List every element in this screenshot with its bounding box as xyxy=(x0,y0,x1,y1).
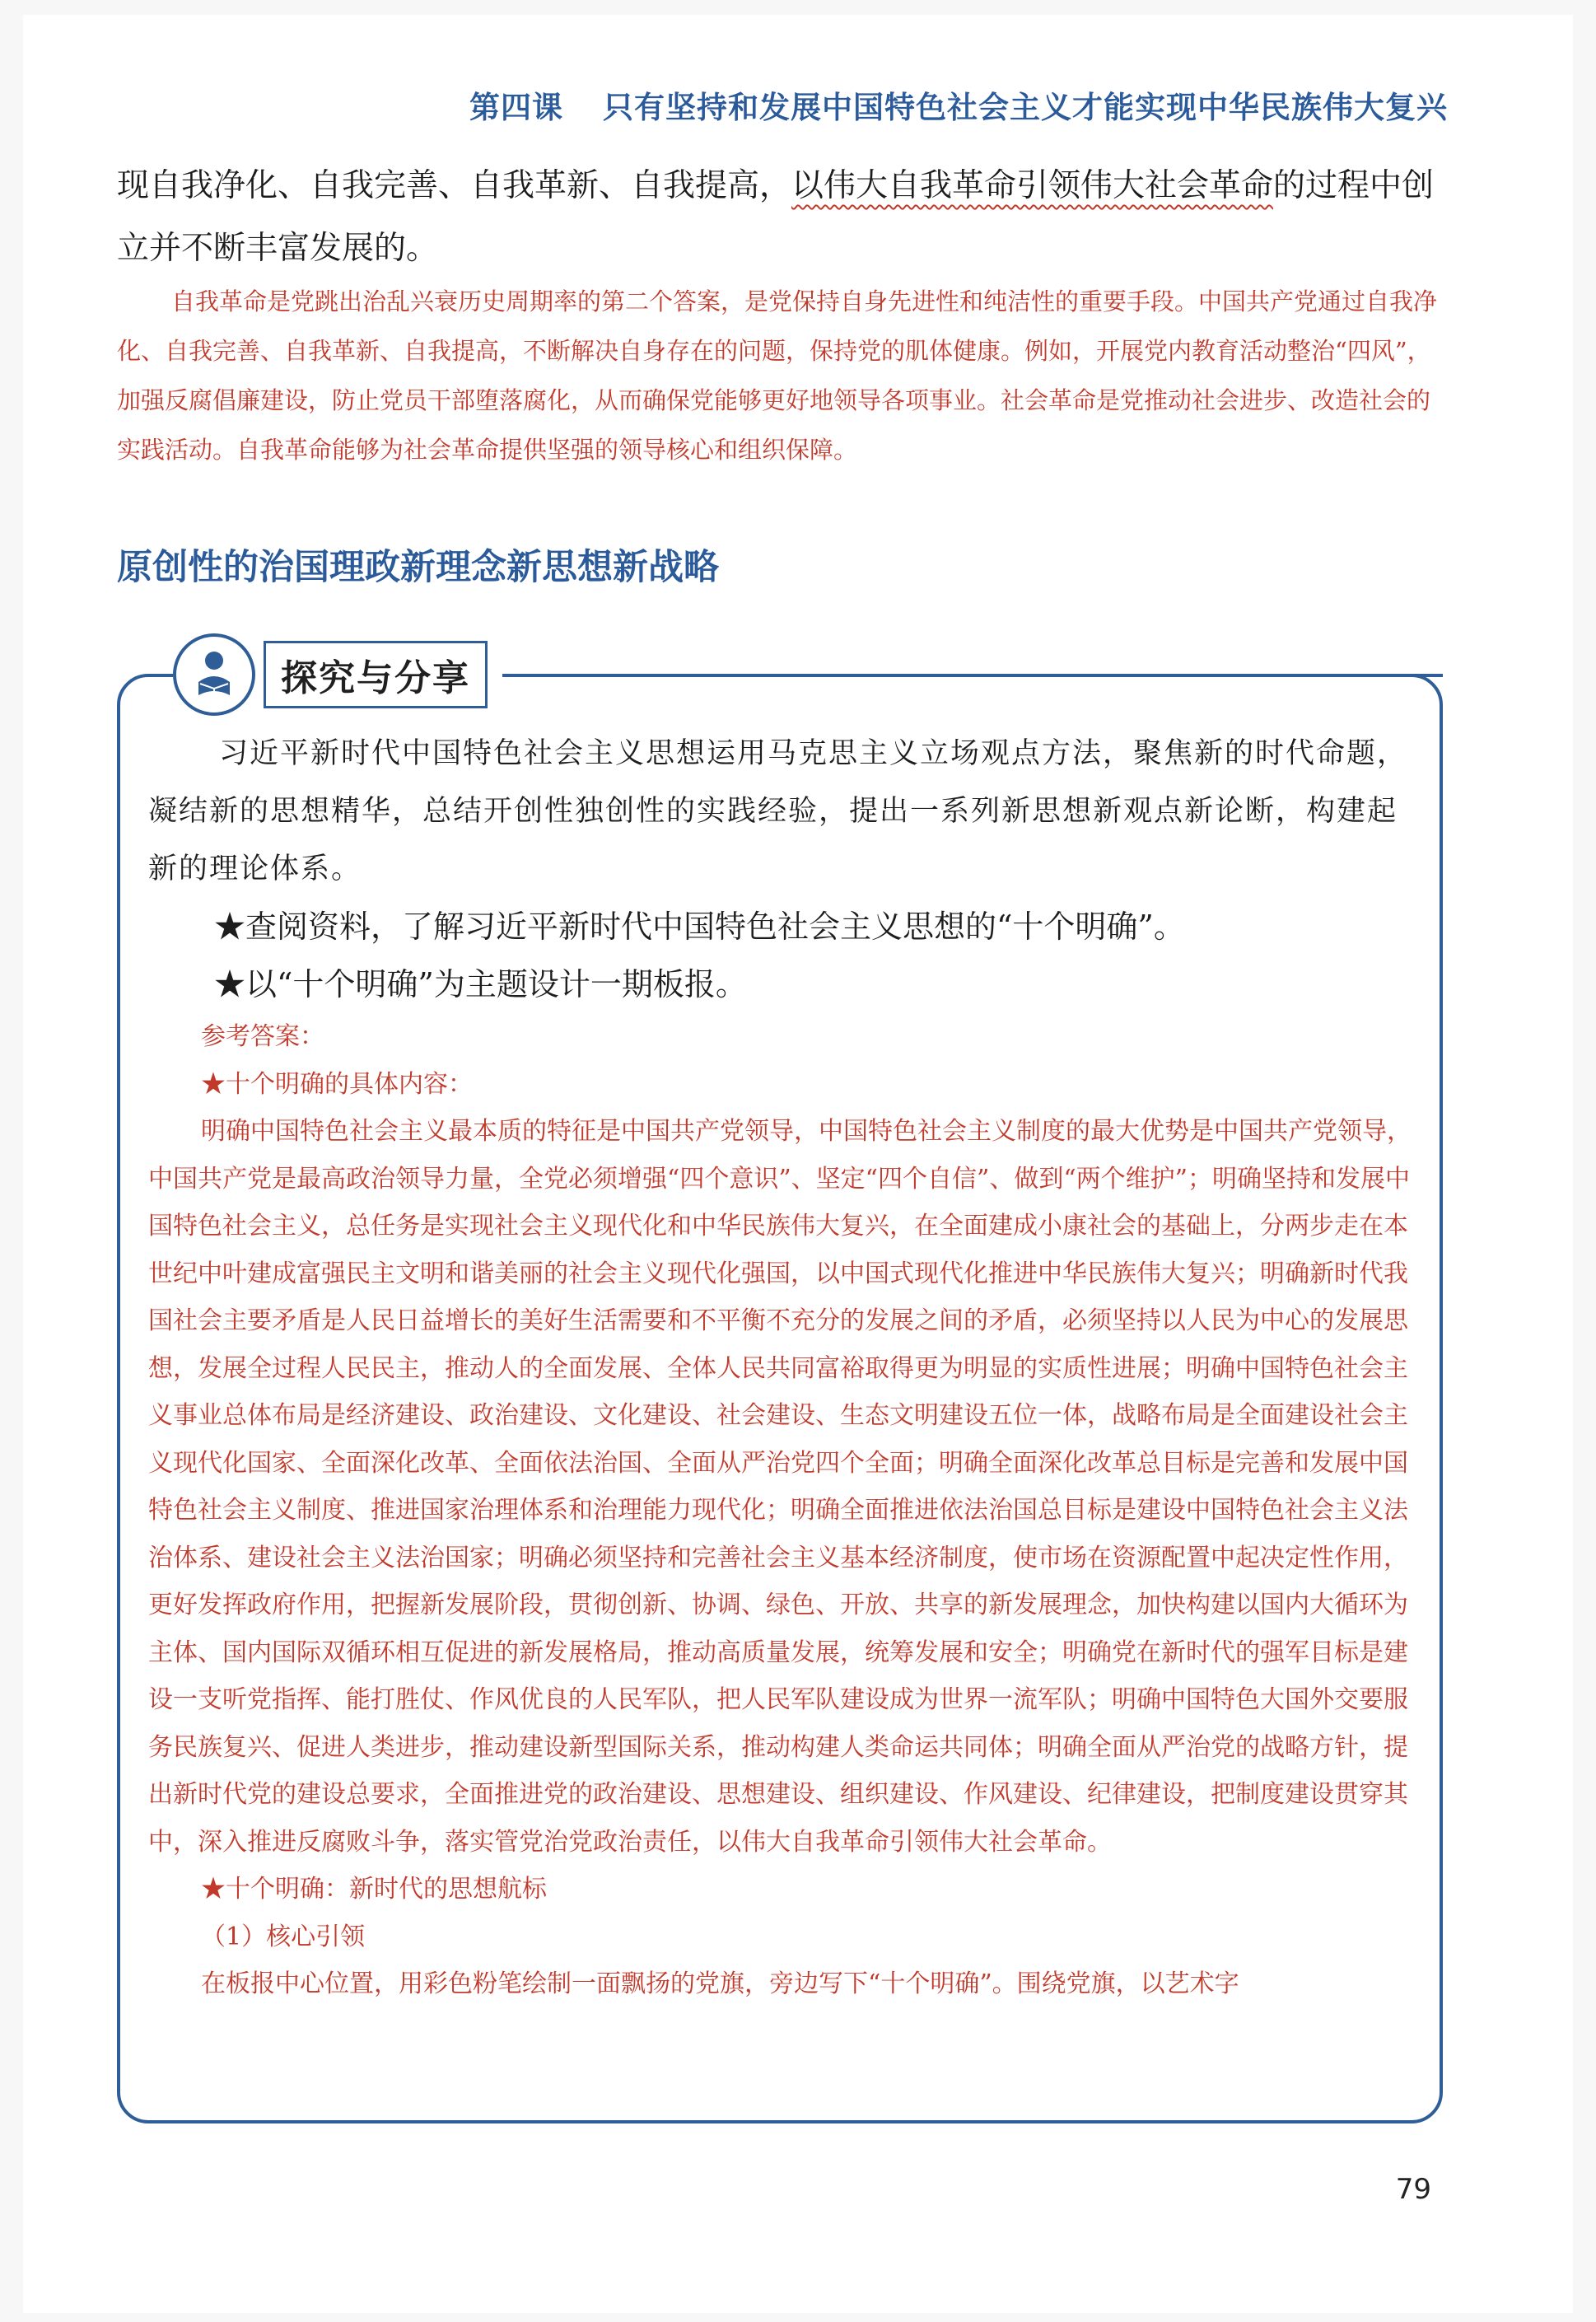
explore-head-line xyxy=(545,674,1443,677)
intro-part1: 现自我净化、自我完善、自我革新、自我提高， xyxy=(117,167,792,204)
note-text: 自我革命是党跳出治乱兴衰历史周期率的第二个答案，是党保持自身先进性和纯洁性的重要手段。中国共产党通过自我净化、自我完善、自我革新、自我提高，不断解决自身存在的问题，保持党的肌体健康。例如，开展党内教育活动整治“四风”，加强反腐倡廉建设，防止党员干部堕落腐化，从而确保党能够更好地领导各项事业。社会革命是党推动社会进步、改造社会的实践活动。自我革命能够为社会革命提供坚强的领导核心和组织保障。 xyxy=(117,287,1438,464)
answer-sub2: ★十个明确：新时代的思想航标 xyxy=(201,1875,547,1904)
answer-sub3: （1）核心引领 xyxy=(201,1922,366,1951)
explore-header xyxy=(173,629,502,720)
intro-part2: 的过程中创 xyxy=(1273,167,1435,204)
task-1: ★查阅资料，了解习近平新时代中国特色社会主义思想的“十个明确”。 xyxy=(214,909,1185,945)
page-header xyxy=(469,82,1448,127)
intro-line2: 立并不断丰富发展的。 xyxy=(117,230,439,267)
intro-underlined: 以伟大自我革命引领伟大社会革命 xyxy=(791,167,1274,204)
reader-icon xyxy=(173,633,255,716)
explore-intro xyxy=(148,725,1416,898)
answer-sub1: ★十个明确的具体内容： xyxy=(201,1069,473,1099)
intro-paragraph xyxy=(117,155,1435,280)
explore-label: 探究与分享 xyxy=(264,641,488,708)
answer-body: 明确中国特色社会主义最本质的特征是中国共产党领导，中国特色社会主义制度的最大优势是中国共产党领导，中国共产党是最高政治领导力量，全党必须增强“四个意识”、坚定“四个自信”、做到“两个维护”；明确坚持和发展中国特色社会主义，总任务是实现社会主义现代化和中华民族伟大复兴，在全面建成小康社会的基础上，分两步走在本世纪中叶建成富强民主文明和谐美丽的社会主义现代化强国，以中国式现代化推进中华民族伟大复兴；明确新时代我国社会主要矛盾是人民日益增长的美好生活需要和不平衡不充分的发展之间的矛盾，必须坚持以人民为中心的发展思想，发展全过程人民民主，推动人的全面发展、全体人民共同富裕取得更为明显的实质性进展；明确中国特色社会主义事业总体布局是经济建设、政治建设、文化建设、社会建设、生态文明建设五位一体，战略布局是全面建设社会主义现代化国家、全面深化改革、全面依法治国、全面从严治党四个全面；明确全面深化改革总目标是完善和发展中国特色社会主义制度、推进国家治理体系和治理能力现代化；明确全面推进依法治国总目标是建设中国特色社会主义法治体系、建设社会主义法治国家；明确必须坚持和完善社会主义基本经济制度，使市场在资源配置中起决定性作用，更好发挥政府作用，把握新发展阶段，贯彻创新、协调、绿色、开放、共享的新发展理念，加快构建以国内大循环为主体、国内国际双循环相互促进的新发展格局，推动高质量发展，统筹发展和安全；明确党在新时代的强军目标是建设一支听党指挥、能打胜仗、作风优良的人民军队，把人民军队建设成为世界一流军队；明确中国特色大国外交要服务民族复兴、促进人类进步，推动建设新型国际关系，推动构建人类命运共同体；明确全面从严治党的战略方针，提出新时代党的建设总要求，全面推进党的政治建设、思想建设、组织建设、作风建设、纪律建设，把制度建设贯穿其中，深入推进反腐败斗争，落实管党治党政治责任，以伟大自我革命引领伟大社会革命。 xyxy=(148,1117,1412,1857)
task-2: ★以“十个明确”为主题设计一期板报。 xyxy=(214,966,747,1002)
section-title: 原创性的治国理政新理念新思想新战略 xyxy=(117,547,719,588)
page-number: 79 xyxy=(1395,2173,1431,2206)
explore-intro-text: 习近平新时代中国特色社会主义思想运用马克思主义立场观点方法，聚焦新的时代命题，凝结新的思想精华，总结开创性独创性的实践经验，提出一系列新思想新观点新论断，构建起新的理论体系。 xyxy=(148,737,1408,885)
answer-last: 在板报中心位置，用彩色粉笔绘制一面飘扬的党旗，旁边写下“十个明确”。围绕党旗，以艺术字 xyxy=(201,1969,1239,1998)
lesson-title: 只有坚持和发展中国特色社会主义才能实现中华民族伟大复兴 xyxy=(603,90,1448,125)
lesson-number: 第四课 xyxy=(469,90,563,125)
answer-label: 参考答案： xyxy=(201,1022,324,1051)
answer-block xyxy=(148,1013,1416,2008)
note-paragraph xyxy=(117,277,1441,474)
